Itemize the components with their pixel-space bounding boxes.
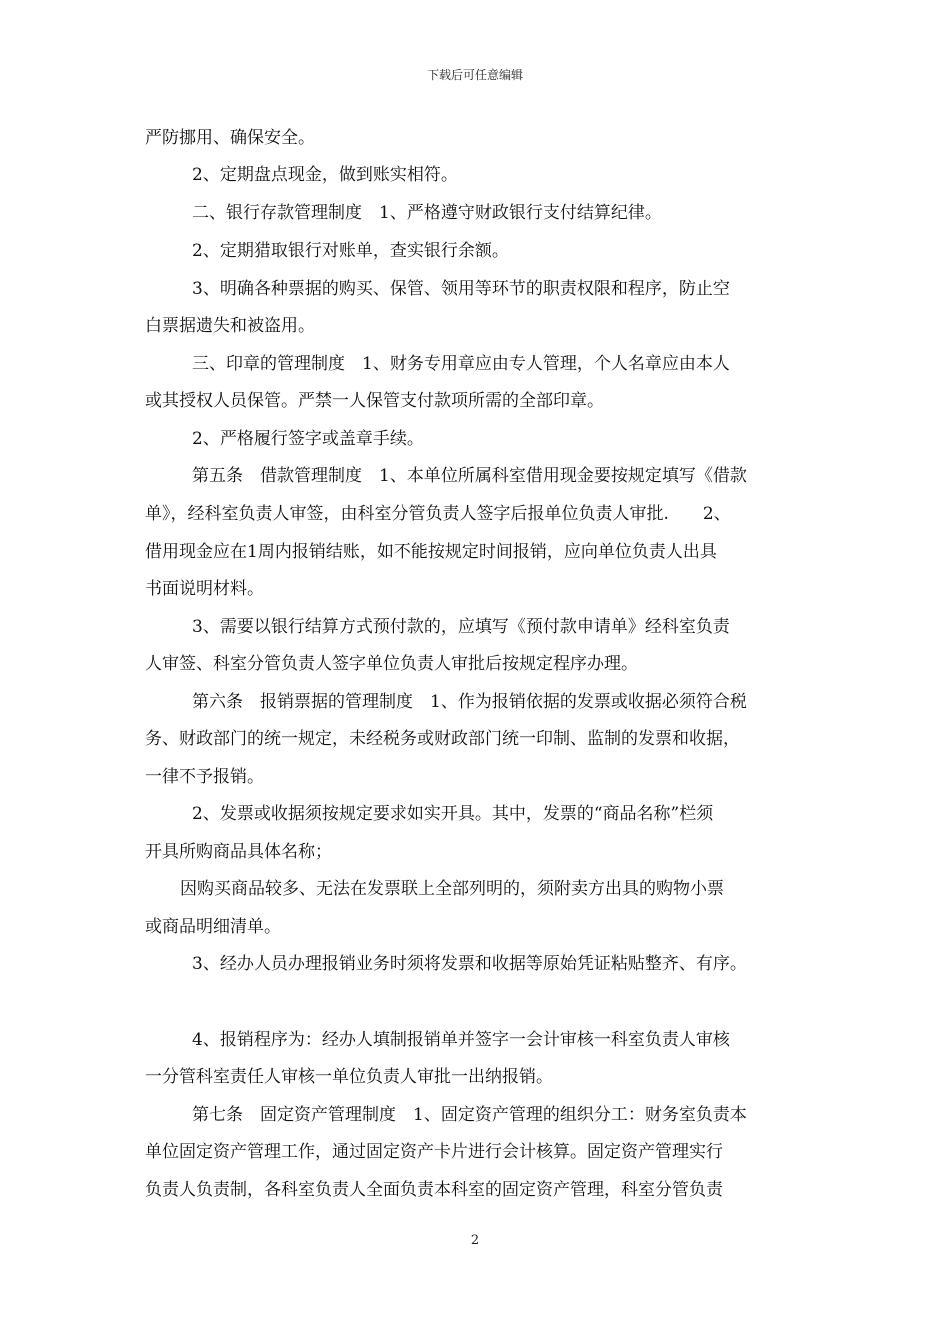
body-line: 2、发票或收据须按规定要求如实开具。其中，发票的“商品名称”栏须 bbox=[192, 804, 714, 824]
body-line: 开具所购商品具体名称； bbox=[145, 842, 332, 862]
body-line: 3、经办人员办理报销业务时须将发票和收据等原始凭证粘贴整齐、有序。 bbox=[192, 954, 747, 974]
body-line: 借用现金应在1周内报销结账，如不能按规定时间报销，应向单位负责人出具 bbox=[145, 542, 717, 562]
page-number: 2 bbox=[470, 1233, 480, 1248]
body-line: 三、印章的管理制度 1、财务专用章应由专人管理，个人名章应由本人 bbox=[192, 354, 730, 374]
body-line: 或商品明细清单。 bbox=[145, 917, 281, 937]
page-header: 下载后可任意编辑 bbox=[426, 68, 523, 82]
body-line: 二、银行存款管理制度 1、严格遵守财政银行支付结算纪律。 bbox=[192, 203, 662, 223]
body-line: 白票据遗失和被盗用。 bbox=[145, 316, 315, 336]
body-line: 负责人负责制，各科室负责人全面负责本科室的固定资产管理，科室分管负责 bbox=[145, 1180, 723, 1200]
body-line: 2、定期猎取银行对账单，查实银行余额。 bbox=[192, 241, 509, 261]
body-line: 单》，经科室负责人审签，由科室分管负责人签字后报单位负责人审批. 2、 bbox=[145, 504, 731, 524]
body-line: 或其授权人员保管。严禁一人保管支付款项所需的全部印章。 bbox=[145, 391, 604, 411]
body-line: 4、报销程序为：经办人填制报销单并签字一会计审核一科室负责人审核 bbox=[192, 1030, 730, 1050]
body-line: 一分管科室责任人审核一单位负责人审批一出纳报销。 bbox=[145, 1067, 553, 1087]
body-line: 3、需要以银行结算方式预付款的，应填写《预付款申请单》经科室负责 bbox=[192, 617, 730, 637]
body-line: 因购买商品较多、无法在发票联上全部列明的，须附卖方出具的购物小票 bbox=[180, 879, 724, 899]
body-line: 第五条 借款管理制度 1、本单位所属科室借用现金要按规定填写《借款 bbox=[192, 466, 747, 486]
body-line: 2、严格履行签字或盖章手续。 bbox=[192, 429, 424, 449]
body-line: 一律不予报销。 bbox=[145, 767, 264, 787]
body-line: 第七条 固定资产管理制度 1、固定资产管理的组织分工：财务室负责本 bbox=[192, 1105, 747, 1125]
body-line: 书面说明材料。 bbox=[145, 579, 264, 599]
body-line: 3、明确各种票据的购买、保管、领用等环节的职责权限和程序，防止空 bbox=[192, 279, 730, 299]
body-line: 人审签、科室分管负责人签字单位负责人审批后按规定程序办理。 bbox=[145, 654, 638, 674]
body-line: 单位固定资产管理工作，通过固定资产卡片进行会计核算。固定资产管理实行 bbox=[145, 1142, 723, 1162]
body-line: 严防挪用、确保安全。 bbox=[145, 128, 315, 148]
body-line: 2、定期盘点现金，做到账实相符。 bbox=[192, 165, 458, 185]
body-line: 第六条 报销票据的管理制度 1、作为报销依据的发票或收据必须符合税 bbox=[192, 692, 747, 712]
body-line: 务、财政部门的统一规定，未经税务或财政部门统一印制、监制的发票和收据， bbox=[145, 729, 740, 749]
